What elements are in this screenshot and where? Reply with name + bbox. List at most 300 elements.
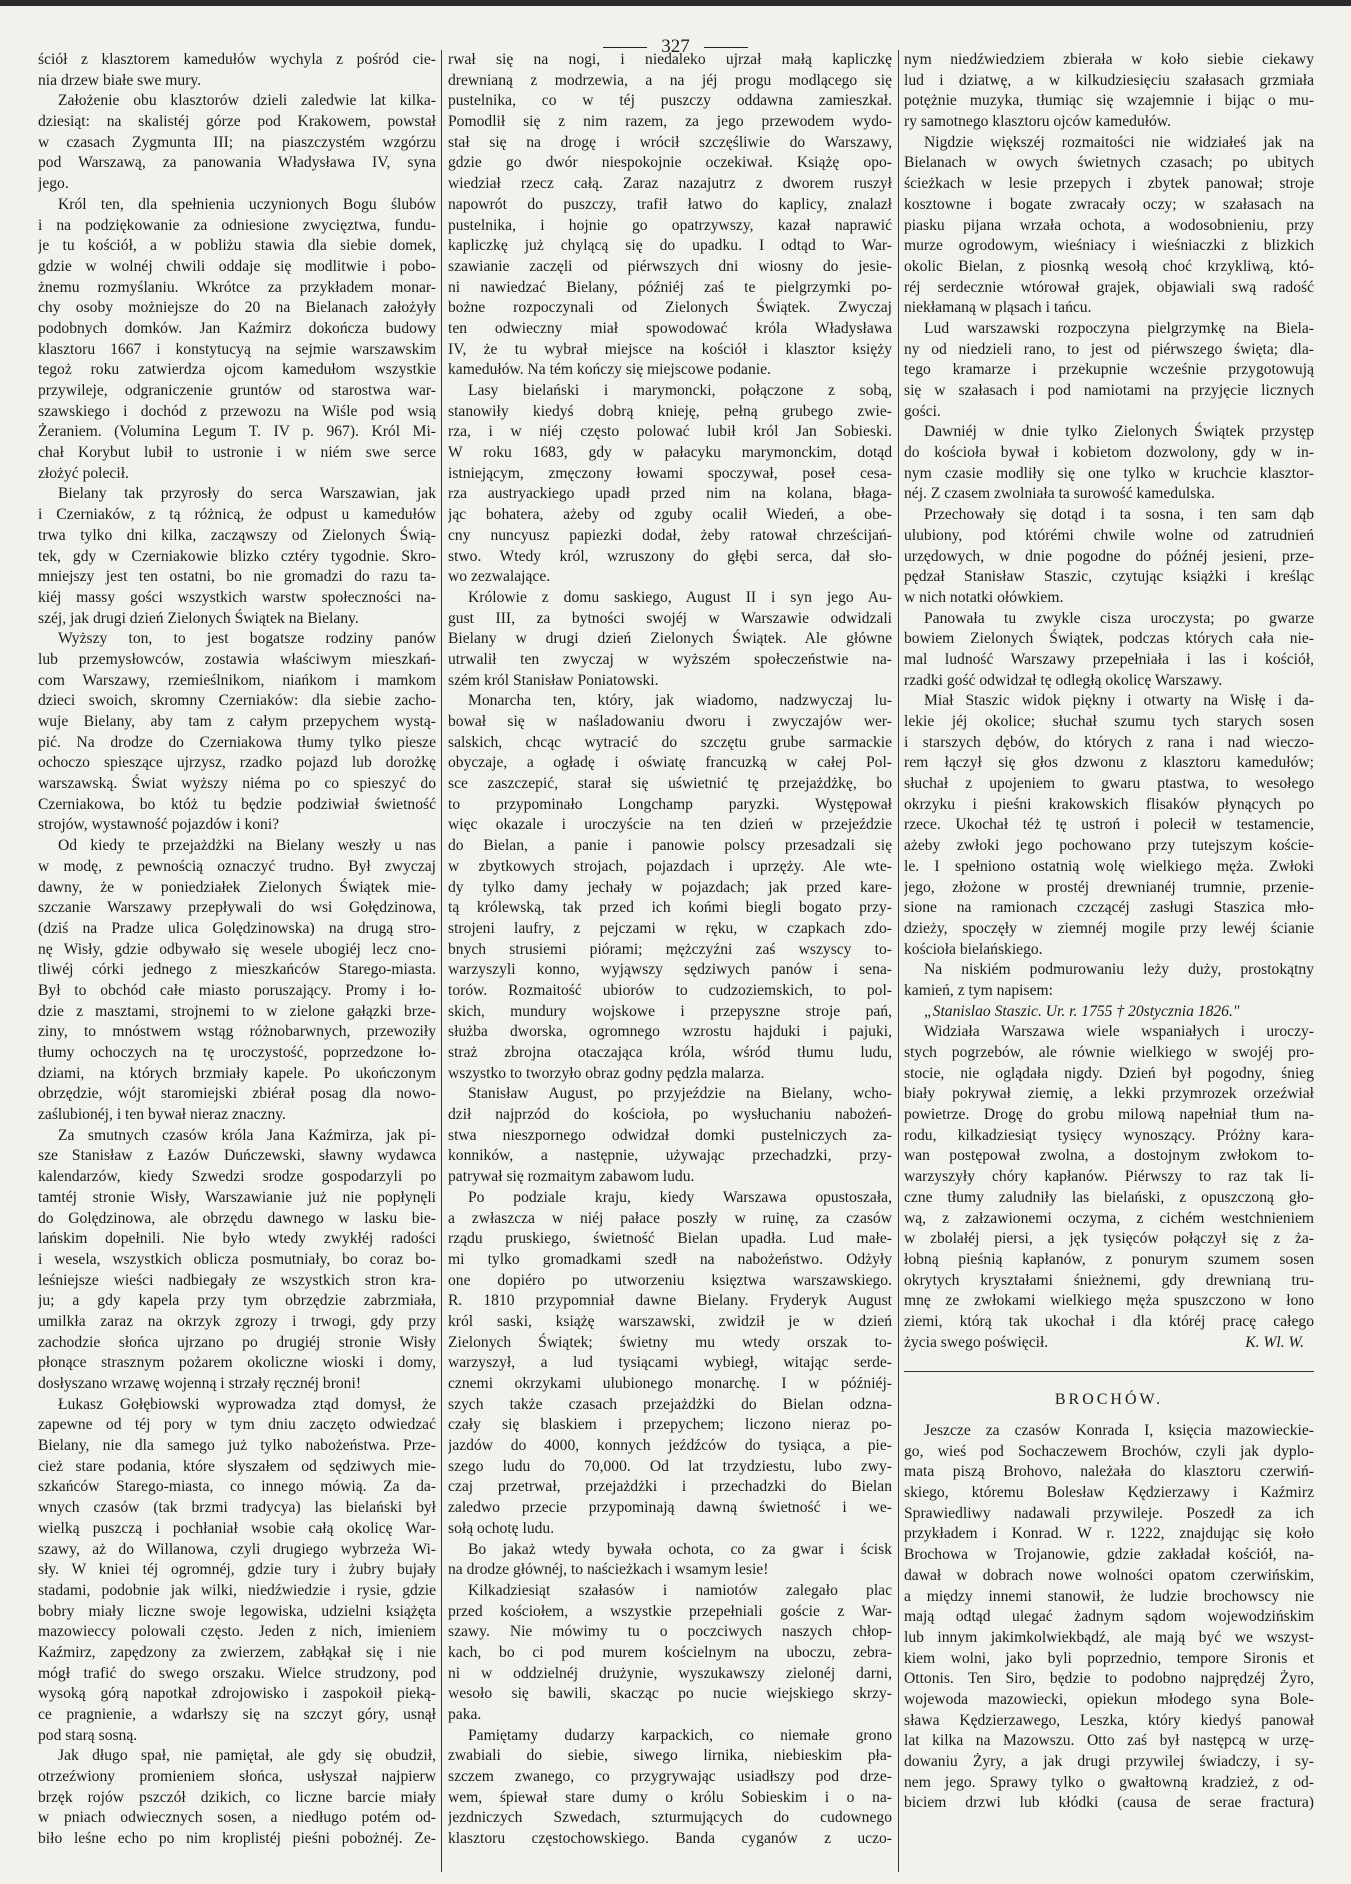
text-line: Pamiętamy dudarzy karpackich, co niemałe grono [468, 1726, 892, 1744]
text-line: tek, gdy w Czerniakowie blizko cztéry tygodnie. Skro- [38, 547, 436, 565]
text-line: straż zbrojna otaczająca króla, wśród tłumu ludu, [448, 1044, 892, 1061]
text-line: Stanisław August, po przyjeździe na Bielany, wcho- [468, 1085, 892, 1103]
text-line: a między innemi stanowił, że ludzie brochowscy nie [904, 1587, 1314, 1605]
text-line: obyczaje, a ogładę i oświatę francuzką w całej Pol- [448, 754, 892, 772]
text-line: pić. Na drodze do Czerniakowa tłumy tylko piesze [38, 733, 436, 751]
text-line: do Golędzinowa, ale obrzędu dawnego w lasku bie- [38, 1209, 436, 1227]
text-line: służba dworska, ogromnego wzrostu hajduki i pajuki, [448, 1023, 892, 1041]
text-line: strojeni laufry, z pejczami w ręku, w czapkach zdo- [448, 919, 892, 937]
text-line: ochoczo spieszące ujrzysz, rzadko pojazd lub dorożkę [38, 754, 436, 772]
paragraph [904, 1022, 1314, 1332]
paragraph [38, 1126, 436, 1395]
paragraph [448, 1188, 892, 1540]
text-line: W roku 1683, gdy w pałacyku marymonckim, dotąd [448, 444, 892, 462]
text-line: nia drzew białe swe mury. [38, 71, 202, 89]
text-line: mają odtąd ulegać żadnym sądom wojewodzińskim [904, 1608, 1314, 1626]
text-line: na drodze głównéj, to naścieżkach i wsamym lesie! [448, 1561, 769, 1579]
text-line: gdzie w wolnéj chwili oddaje się modlitwie i pobo- [38, 257, 436, 275]
text-line: słuchał z upojeniem to gwaru ptastwa, to wesołego [904, 775, 1314, 793]
page-number: 327 [661, 36, 690, 57]
text-line: Monarcha ten, który, jak wiadomo, nadzwyczaj lu- [468, 692, 892, 710]
text-line: Brochowa w Trojanowie, gdzie zakładał kościół, na- [904, 1546, 1314, 1564]
text-line: néj. Z czasem zwolniała ta surowość kamedulska. [904, 485, 1215, 503]
text-line: napowrót do puszczy, trafił łatwo do kaplicy, znalazł [448, 195, 892, 213]
text-line: zapewne od téj pory w tym dniu zaczęto odwiedzać [38, 1416, 436, 1434]
text-line: Zielonych Świątek; świetny mu wtedy orszak to- [448, 1333, 892, 1351]
text-line: Nigdzie większéj rozmaitości nie widziałeś jak na [924, 133, 1314, 151]
text-line: dzie z masztami, strojnemi to w zielone gałązki brze- [38, 1002, 436, 1020]
text-line: jezdniczych Szwedach, szturmujących do cudownego [448, 1809, 892, 1827]
text-line: paka. [448, 1706, 482, 1723]
text-line: w zbolałéj piersi, a jęk tysięców połączył się z ża- [904, 1230, 1314, 1248]
text-line: Żeraniem. (Volumina Legum T. IV p. 967). Król Mi- [38, 423, 436, 441]
text-line: Królowie z domu saskiego, August II i syn jego Au- [468, 588, 892, 606]
text-line: stocie, nie oglądała nigdy. Dzień był pogodny, śnieg [904, 1064, 1314, 1082]
text-line: patrywał się rozmaitym zabawom ludu. [448, 1168, 695, 1186]
text-line: mnę ze zwłokami wielkiego męża spuszczono w łono [904, 1292, 1314, 1310]
text-line: tegoż roku zatwierdza ojcom kamedułom wszystkie [38, 361, 436, 379]
text-line: sce zaszczepić, starał się uświetnić tę przejażdżkę, bo [448, 775, 892, 793]
text-line: gości. [904, 402, 941, 420]
text-line: się w szałasach i pod namiotami na przyjęcie licznych [904, 382, 1314, 399]
text-line: jego. [38, 175, 69, 193]
text-line: obrzędzie, wójt staromiejski zbiérał posag dla nowo- [38, 1085, 436, 1103]
text-line: podobnych domków. Jan Kaźmirz dokończa budowy [38, 319, 436, 337]
text-line: w modę, z pewnością oznaczyć trudno. Był zwyczaj [38, 857, 436, 875]
text-line: gdzie go dwór niespokojnie oczekiwał. Książę opo- [448, 154, 892, 172]
text-line: com Warszawy, rzemieślnikom, niańkom i mamkom [38, 671, 436, 689]
text-line: Bielany w drugi dzień Zielonych Świątek. Ale główne [448, 630, 892, 648]
text-line: Założenie obu klasztorów dzieli zaledwie lat kilka- [58, 92, 436, 110]
text-line: kosztowne i bogate zwracały oczy; w szałasach na [904, 195, 1314, 213]
dash-left [603, 47, 647, 48]
text-line: mi tylko gromadkami szedł na nabożeństwo. Odżyły [448, 1250, 892, 1268]
text-line: łobną pieśnią kapłanów, z ponurym szumem sosen [904, 1250, 1314, 1268]
text-line: tego kramarze i przekupnie wcześnie przygotowują [904, 361, 1314, 379]
text-line: Bielany, nie dla samego już tylko nabożeństwa. Prze- [38, 1437, 436, 1455]
text-line: brzęk rojów pszczół dzikich, co liczne barcie miały [38, 1788, 436, 1806]
text-line: wą, z załzawionemi oczyma, z cichém westchnieniem [904, 1209, 1314, 1227]
paragraph [448, 1726, 892, 1850]
text-line: kamień, z tym napisem: [904, 981, 1053, 999]
text-line: okrytych kryształami śnieżnemi, gdy drewnianą tru- [904, 1271, 1314, 1289]
text-line: biały pokrywał ziemię, a lekki przymrozek orzeźwiał [904, 1085, 1314, 1103]
text-line: w pniach odwiecznych sosen, a niedługo potém od- [38, 1809, 436, 1827]
text-line: torów. Rozmaitość ubiorów to cudzoziemskich, to pol- [448, 981, 892, 999]
text-line: zaślubionéj, i ten bywał nieraz znaczny. [38, 1106, 286, 1124]
text-line: cny nuncyusz papiezki dodał, żeby ratował chrześcijań- [448, 526, 892, 544]
author-signature: K. Wl. W. [1245, 1333, 1304, 1351]
text-line: biciem drzwi lub kłódki (causa de serae fractura) [904, 1794, 1314, 1812]
text-line: ry samotnego klasztoru ojców kamedułów. [904, 113, 1172, 131]
text-line: le. I spełniono ostatnią wolę wielkiego męża. Zwłoki [904, 857, 1314, 875]
text-line: czaj przetrwał, przejażdżki i przechadzki do Bielan [448, 1478, 892, 1496]
text-line: mata piszą Brohovo, należała do klasztoru czerwiń- [904, 1463, 1314, 1481]
text-line: skich, mundury wojskowe i przepyszne stroje pań, [448, 1002, 892, 1020]
text-line: bnych strusiemi piórami; mężczyźni zaś wszyscy to- [448, 940, 892, 958]
text-line: kach, bo ci pod murem kościelnym na uboczu, zebra- [448, 1643, 892, 1661]
text-line: réj serdecznie wtórował grajek, objawiali swą radość [904, 278, 1314, 296]
text-line: Bielanach w owych świetnych czasach; po ubitych [904, 154, 1314, 172]
text-line: chał Korybut lubił to ustronie i w niém swe serce [38, 444, 436, 462]
text-line: IV, że tu wybrał miejsce na kościół i klasztor księży [448, 340, 892, 358]
text-line: warzyszył, a lud tysiącami wybiegł, witając serde- [448, 1354, 892, 1372]
text-line: szczanie Warszawy przepływali do wsi Gołędzinowa, [38, 899, 436, 917]
paragraph [904, 319, 1314, 422]
text-line: potężnie muzyka, tłumiąc się wzajemnie i bijąc o mu- [904, 92, 1314, 110]
text-line: wan postępował zwolna, a dostojnym zwłokom to- [904, 1147, 1314, 1165]
text-line: bował się w naśladowaniu dworu i zwyczajów wer- [448, 713, 892, 730]
text-line: lud i dziatwę, a w kilkudziesięciu szałasach grzmiała [904, 71, 1314, 89]
paragraph [904, 133, 1314, 319]
text-line: R. 1810 przypomniał dawne Bielany. Fryderyk August [448, 1292, 892, 1310]
text-line: bożne rozpoczynali od Zielonych Świątek. Zwyczaj [448, 299, 892, 317]
text-line: piasku pijana wrzała ochota, a wodosobnieniu, przy [904, 216, 1314, 234]
text-line: sołą ochotę ludu. [448, 1519, 555, 1537]
text-line: żnemu rozmyślaniu. Wkrótce za przykładem monar- [38, 278, 436, 296]
text-line: szczem zwanego, co przygrywając usiadłszy pod drze- [448, 1768, 892, 1786]
text-line: tliwéj córki jednego z mieszkańców Starego-miasta. [38, 961, 436, 979]
text-line: szawy, aż do Willanowa, czyli drugiego wybrzeża Wi- [38, 1540, 436, 1558]
text-line: skiego, któremu Bolesław Kędzierzawy i Kaźmirz [904, 1484, 1314, 1502]
brochow-article [904, 1421, 1314, 1814]
text-line: konników, a następnie, używając przechadzki, przy- [448, 1147, 892, 1165]
text-line: i na podziękowanie za odniesione zwycięztwa, fundu- [38, 216, 436, 234]
text-line: Kilkadziesiąt szałasów i namiotów zalegało plac [468, 1581, 892, 1599]
text-line: jazdów do 4000, konnych jeźdźców do tysiąca, a pie- [448, 1437, 892, 1455]
text-line: czały się blaskiem i przepychem; liczono nieraz po- [448, 1416, 892, 1434]
text-line: rodu, kilkadziesiąt tysięcy wynoszący. Próżny kara- [904, 1126, 1314, 1144]
text-line: pustelnika, i hojnie go opatrzywszy, kazał naprawić [448, 216, 892, 234]
paragraph [904, 422, 1314, 505]
text-line: ni w oddzielnéj drużynie, wyszukawszy zielonéj darni, [448, 1664, 892, 1682]
dash-right [704, 47, 748, 48]
text-line: dawny, że w poniedziałek Zielonych Świątek mie- [38, 878, 436, 896]
text-line: mógł trafić do swego orszaku. Wielce strudzony, pod [38, 1664, 436, 1682]
text-line: Wyższy ton, to jest bogatsze rodziny panów [58, 630, 436, 648]
paragraph [38, 836, 436, 1126]
text-line: Jeszcze za czasów Konrada I, księcia mazowieckie- [924, 1422, 1314, 1440]
text-line: lat kilka na Mazowszu. Otto zaś był następcą w urzę- [904, 1732, 1314, 1750]
text-line: pustelnika, co w téj puszczy oddawna zamieszkał. [448, 92, 892, 110]
text-line: wo zezwalające. [448, 568, 551, 586]
paragraph [448, 50, 892, 381]
text-line: w nich notatki ołówkiem. [904, 588, 1064, 606]
text-line: stwa nieszpornego odwidzał domki pustelniczych za- [448, 1126, 892, 1144]
text-line: kościoła bielańskiego. [904, 940, 1043, 958]
text-line: dził najprzód do kościoła, po wysłuchaniu nabożeń- [448, 1106, 892, 1124]
text-line: przykładem i Konrad. W r. 1222, znajdując się koło [904, 1525, 1314, 1543]
text-line: lub innym jakimkolwiekbądź, ale mają być we wszyst- [904, 1628, 1314, 1646]
text-line: kiem wolni, jako byli poprzednio, tempore Sironis et [904, 1649, 1314, 1667]
text-line: pod starą sosną. [38, 1726, 138, 1744]
text-line: Jak długo spał, nie pamiętał, ale gdy się obudził, [58, 1747, 436, 1765]
text-line: Lud warszawski rozpoczyna pielgrzymkę na Biela- [924, 319, 1314, 337]
text-line: szego ludu do 70,000. Od lat trzydziestu, lubo zwy- [448, 1457, 892, 1475]
text-line: warszawską. Świat wyższy niéma po co spieszyć do [38, 775, 436, 793]
text-line: széj, jak drugi dzień Zielonych Świątek na Bielany. [38, 609, 359, 627]
text-line: dosłyszano wrzawę wojenną i strzały ręcznéj broni! [38, 1375, 362, 1392]
paragraph [904, 609, 1314, 692]
text-line: to przypominało Longchamp paryzki. Występował [448, 795, 892, 813]
text-line: rza, i w niéj często polować lubił król Jan Sobieski. [448, 423, 892, 441]
text-line: sione na ramionach czczącéj zasługi Staszica mło- [904, 899, 1314, 917]
text-line: ziemi, którą tak ukochał i dla któréj pracę całego [904, 1312, 1314, 1330]
text-line: wesoło się bawili, skacząc po nucie wiejskiego skrzy- [448, 1685, 892, 1703]
staszic-article [904, 50, 1314, 1002]
text-line: zachodzie słońca ujrzano po drugiéj stronie Wisły [38, 1333, 436, 1351]
text-line: więc okazale i uroczyście na ten dzień w przejeździe [448, 816, 892, 834]
text-line: szkańców Starego-miasta, co innego mówią. Za da- [38, 1478, 436, 1496]
text-line: dzieci swoich, skromny Czerniaków: dla siebie zacho- [38, 692, 436, 710]
text-line: kalendarzów, kiedy Szwedzi srodze gospodarzyli po [38, 1168, 436, 1186]
text-line: szém król Stanisław Poniatowski. [448, 671, 659, 689]
paragraph [904, 691, 1314, 960]
text-line: kamedułów. Na tém kończy się miejscowe podanie. [448, 361, 771, 379]
text-line: Ottonis. Ten Siro, będzie to podobno najprędzéj Żyro, [904, 1670, 1314, 1688]
text-line: rem łączył się głos dzwonu z klasztoru kamedułów; [904, 754, 1314, 772]
text-line: salskich, chcąc wytracić do szczętu grube sarmackie [448, 733, 892, 751]
text-line: ściół z klasztorem kamedułów wychyla z pośród cie- [38, 51, 436, 68]
text-line: mniejszy jest ten ostatni, bo nie gromadzi do razu ta- [38, 568, 436, 586]
text-line: jego, złożone w prostéj drewnianéj trumnie, przenie- [904, 878, 1314, 896]
paragraph [38, 91, 436, 194]
text-line: a zwłaszcza w niéj pałace poszły w ruinę, za czasów [448, 1209, 892, 1227]
text-line: okolic Bielan, z piosnką wesołą choć krzykliwą, któ- [904, 257, 1314, 275]
paragraph [448, 691, 892, 1084]
paragraph [904, 50, 1314, 133]
text-line: Kaźmirz, zapędzony za zwierzem, zabłąkał się i nie [38, 1643, 436, 1661]
paragraph [448, 1540, 892, 1581]
text-line: szawskiego i dochód z przewozu na Wiśle pod wsią [38, 402, 436, 420]
text-line: cznemi okrzykami ulubionego monarchę. I w późniéj- [448, 1375, 892, 1392]
column-3 [904, 50, 1314, 1814]
text-line: stych pogrzebów, ale równie wielkiego w swojéj pro- [904, 1044, 1314, 1061]
text-line: Po podziale kraju, kiedy Warszawa opustoszała, [468, 1188, 892, 1206]
text-line: stał się na drogę i wrócił szczęśliwie do Warszawy, [448, 133, 892, 151]
text-line: wuje Bielany, aby tam z całym przepychem wystą- [38, 713, 436, 730]
text-line: Król ten, dla spełnienia uczynionych Bogu ślubów [58, 195, 436, 213]
text-line: drewnianą z modrzewia, a na jéj progu modlącego się [448, 71, 892, 89]
text-line: kiéj massy gości wszystkich warstw społeczności na- [38, 588, 436, 606]
text-line: stadami, podobnie jak wilki, niedźwiedzie i rysie, gdzie [38, 1581, 436, 1599]
text-line: jąc bohatera, ażeby od zguby ocalił Wiedeń, a obe- [448, 506, 892, 524]
text-line: je tu kościół, a w pobliżu stawia dla siebie domek, [38, 237, 436, 255]
text-line: bowiem Zielonych Świątek, podczas których cała nie- [904, 630, 1314, 648]
column-2 [448, 50, 892, 1850]
text-line: ju; a gdy kapela przy tym obrzędzie zabrzmiała, [38, 1292, 436, 1310]
closing-line: życia swego poświęcił. [904, 1333, 1049, 1351]
text-line: sława Kędzierzawego, Leszka, który kiedyś panował [904, 1711, 1314, 1729]
text-line: ny od niedzieli rano, to jest od piérwszego święta; dla- [904, 340, 1314, 358]
text-line: warzyszyli konno, wyjąwszy sędziwych panów i sena- [448, 961, 892, 979]
text-line: rzece. Ukochał téż tę ustroń i polecił w testamencie, [904, 816, 1314, 834]
text-line: pod Warszawą, za panowania Władysława IV, syna [38, 154, 436, 172]
text-line: otrzeźwiony promieniem słońca, usłyszał najpierw [38, 1768, 436, 1786]
text-line: ce pragnienie, a wdarłszy się na szczyt góry, usnął [38, 1706, 436, 1723]
paragraph [448, 1084, 892, 1187]
text-line: klasztoru 1667 i konstytucyą na sejmie warszawskim [38, 340, 436, 358]
text-line: tłumy ochoczych na tę uroczystość, poprzedzone ło- [38, 1044, 436, 1061]
text-line: okrzyku i pieśni krakowskich flisaków płynących po [904, 795, 1314, 813]
text-line: dawał w dobrach nowe wolności opatom czerwińskim, [904, 1566, 1314, 1584]
text-line: Widziała Warszawa wiele wspaniałych i uroczy- [924, 1023, 1314, 1041]
text-line: Miał Staszic widok piękny i otwarty na Wisłę i da- [924, 692, 1314, 710]
text-line: wem, śpiewał stare dumy o królu Sobieskim i o na- [448, 1788, 892, 1806]
text-line: tą królewską, tak przed ich końmi biegli bogato przy- [448, 899, 892, 917]
text-line: powietrze. Drogę do grobu milową napełniał tłum na- [904, 1106, 1314, 1124]
text-line: cież stare podania, które słyszałem od sędziwych mie- [38, 1457, 436, 1475]
text-line: kapliczkę już chylącą się do upadku. I odtąd to War- [448, 237, 892, 255]
text-line: nym czasie modliły się one tylko w kruchcie klasztor- [904, 464, 1314, 482]
text-line: one dopiéro po utworzeniu księztwa warszawskiego. [448, 1271, 892, 1289]
paragraph [38, 1395, 436, 1747]
section-divider [904, 1371, 1314, 1372]
text-line: zwabiali do siebie, siwego lirnika, niebieskim pła- [448, 1747, 892, 1765]
text-line: w zbytkowych strojach, pojazdach i uprzęży. Ale wte- [448, 857, 892, 875]
text-line: wnych czasów (tak brzmi tradycya) las bielański był [38, 1499, 436, 1517]
text-line: ulubiony, pod którémi chwile wolne od zatrudnień [904, 526, 1314, 544]
text-line: tamtéj stronie Wisły, Warszawianie już nie popłynęli [38, 1188, 436, 1206]
text-line: Za smutnych czasów króla Jana Kaźmirza, jak pi- [58, 1126, 436, 1144]
paragraph [38, 50, 436, 91]
text-line: Lasy bielański i marymoncki, połączone z sobą, [468, 382, 892, 399]
text-line: leśniejsze wieści nadbiegały ze wszystkich stron kra- [38, 1271, 436, 1289]
paragraph [38, 195, 436, 485]
text-line: do Bielan, a panie i panowie polscy przesadzali się [448, 837, 892, 855]
text-line: szych także czasach przejażdżki do Bielan odzna- [448, 1395, 892, 1413]
text-line: chy osoby możniejsze do 20 na Bielanach założyły [38, 299, 436, 317]
text-line: dy tylko damy jechały w pojazdach; jak przed kare- [448, 878, 892, 896]
text-line: dowaniu Żyry, a jak drugi przywilej świadczy, i sy- [904, 1753, 1314, 1771]
section-title: BROCHÓW. [1054, 1391, 1164, 1409]
text-line: wielką puszczą i pochłaniał wsobie całą okolicę War- [38, 1519, 436, 1537]
paragraph [448, 588, 892, 691]
column-rule [898, 50, 899, 1872]
text-line: warzyszyły chóry kapłanów. Piérwszy to raz tak li- [904, 1168, 1314, 1186]
text-line: wysoką górą napotkał zdrojowisko i zaspokoił pieką- [38, 1685, 436, 1703]
text-line: rządu pruskiego, świetność Bielan upadła. Lud małe- [448, 1230, 892, 1248]
text-line: nem jego. Sprawy tylko o gwałtowną kradzież, z od- [904, 1773, 1314, 1791]
signature-line [904, 1333, 1314, 1354]
paragraph [38, 629, 436, 836]
inscription [904, 1002, 1314, 1023]
text-line: szawy. Nie mówimy tu o poczciwych naszych chłop- [448, 1623, 892, 1641]
text-line: urzędowych, w dnie pogodne do późnéj jesieni, prze- [904, 547, 1314, 565]
text-line: Bielany tak przyrosły do serca Warszawian, jak [58, 485, 436, 503]
text-line: (dziś na Pradze ulica Golędzinowska) na drugą stro- [38, 919, 436, 937]
text-line: Od kiedy te przejażdżki na Bielany weszły u nas [58, 837, 436, 855]
text-line: lańskim dopełnili. Nie było wtedy zwykłéj radości [38, 1230, 436, 1248]
text-line: trwa tylko dni kilka, zacząwszy od Zielonych Świą- [38, 526, 436, 544]
text-line: dziami, na których brzmiały kapele. Po ukończonym [38, 1064, 436, 1082]
text-line: go, wieś pod Sochaczewem Brochów, czyli jak dyplo- [904, 1442, 1314, 1460]
text-line: złożyć polecił. [38, 464, 129, 482]
text-line: dziesiąt: na skalistéj górze pod Krakowem, powstał [38, 113, 436, 131]
text-line: wojewoda mazowiecki, opiekun młodego syna Bole- [904, 1690, 1314, 1708]
text-line: i Czerniaków, z tą różnicą, że odpust u kamedułów [38, 506, 436, 524]
text-line: Dawniéj w dnie tylko Zielonych Świątek przystęp [924, 423, 1314, 441]
text-line: gust III, za bytności swojéj w Warszawie odwidzali [448, 609, 892, 627]
text-line: stwo. Wtedy król, wzruszony do głębi serca, dał sło- [448, 547, 892, 565]
text-line: do kościoła bywał i kobietom dozwolony, gdy w in- [904, 444, 1314, 462]
text-line: Pomodlił się z nim razem, za jego przewodem wydo- [448, 113, 892, 131]
text-line: zaledwo przecie przypominają dawną świetność i we- [448, 1499, 892, 1517]
text-line: stanowiły kiedyś dobrą knieję, pełną grubego zwie- [448, 402, 892, 420]
text-line: mazowieccy polowali często. Jeden z nich, imieniem [38, 1623, 436, 1641]
text-line: wiedział rzecz całą. Zaraz nazajutrz z dworem ruszył [448, 175, 892, 193]
text-line: umilkła zaraz na okrzyk zgrozy i trwogi, gdy przy [38, 1312, 436, 1330]
text-line: nę Wisły, gdzie odbywało się wesele ubogiéj lecz cno- [38, 940, 436, 958]
text-line: lub przemysłowców, zostawia właściwym mieszkań- [38, 650, 436, 668]
text-line: ni nawiedzać Bielany, późniéj zaś te pielgrzymki po- [448, 278, 892, 296]
text-line: sły. W kniei téj ogromnéj, gdzie tury i żubry bujały [38, 1561, 436, 1579]
text-line: przywileje, odgraniczenie gruntów od starostwa war- [38, 382, 436, 399]
text-line: wszystko to tworzyło obraz godny pędzla malarza. [448, 1064, 765, 1082]
paragraph [904, 1421, 1314, 1814]
text-line: Na niskiém podmurowaniu leży duży, prostokątny [924, 961, 1314, 979]
text-line: i starszych dębów, do których z rana i nad wieczo- [904, 733, 1314, 751]
paragraph [448, 1581, 892, 1726]
text-line: ten odwieczny miał spowodować króla Władysława [448, 319, 892, 337]
text-line: Czerniakowa, bo któż tu będzie podziwiał świetność [38, 795, 436, 813]
column-1 [38, 50, 436, 1850]
inscription-text: „Stanislao Staszic. Ur. r. 1755 † 20stycznia 1826." [924, 1002, 1240, 1020]
paragraph [904, 960, 1314, 1001]
text-line: pędzał Stanisław Staszic, czytując książki i kreśląc [904, 568, 1314, 586]
funeral-paragraph [904, 1022, 1314, 1332]
text-line: Był to obchód całe miasto poruszający. Promy i ło- [38, 981, 436, 999]
text-line: nym niedźwiedziem zbierała w koło siebie ciekawy [904, 51, 1314, 68]
text-line: murze ogrodowym, wieśniacy i wieśniaczki z blizkich [904, 237, 1314, 255]
text-line: ścieżkach w lesie przepych i zbytek panował; stroje [904, 175, 1314, 193]
text-line: niekłamaną w pląsach i tańcu. [904, 299, 1092, 317]
text-line: dzieży, spoczęły w ziemnéj mogile przy lewéj ścianie [904, 919, 1314, 937]
text-line: biło leśne echo po nim kroplistéj pieśni pobożnéj. Ze- [38, 1830, 436, 1848]
text-line: ziny, to mnóstwem wstąg różnobarwnych, przewoziły [38, 1023, 436, 1041]
text-line: lekie jéj okolice; słuchał szumu tych starych sosen [904, 713, 1314, 730]
text-line: Panowała tu zwykle cisza uroczysta; po gwarze [924, 609, 1314, 627]
paragraph [38, 1746, 436, 1849]
text-line: rwał się na nogi, i niedaleko ujrzał małą kapliczkę [448, 51, 892, 68]
text-line: sze Stanisław z Łazów Duńczewski, sławny wydawca [38, 1147, 436, 1165]
column-rule [441, 50, 442, 1872]
paragraph [38, 484, 436, 629]
text-line: i wesela, wszystkich oblicza posmutniały, bo coraz bo- [38, 1250, 436, 1268]
text-line: Łukasz Gołębiowski wyprowadza ztąd domysł, że [58, 1395, 436, 1413]
text-line: szawianie zaczęli od piérwszych dni wiosny do jesie- [448, 257, 892, 275]
text-line: Bo jakaż wtedy bywała ochota, co za gwar i ścisk [468, 1540, 892, 1558]
text-line: król saski, książę warszawski, zwidził je w dzień [448, 1312, 892, 1330]
text-line: Przechowały się dotąd i ta sosna, i ten sam dąb [924, 506, 1314, 524]
text-line: przed kościołem, a wszystkie przepełniali goście z War- [448, 1602, 892, 1620]
text-line: klasztoru częstochowskiego. Banda cyganów z uczo- [448, 1830, 892, 1848]
text-line: Sprawiedliwy nadawali przywileje. Poszedł za ich [904, 1504, 1314, 1522]
text-line: strojów, wystawność pojazdów i koni? [38, 816, 280, 834]
text-line: rza austryackiego upadł przed nim na kolana, błaga- [448, 485, 892, 503]
text-line: czne tłumy zaludniły las bielański, z opuszczoną gło- [904, 1188, 1314, 1206]
text-line: w czasach Zygmunta III; na piaszczystém wzgórzu [38, 133, 436, 151]
text-line: bobry miały liczne swoje legowiska, udzielni książęta [38, 1602, 436, 1620]
text-line: istniejącym, zmęczony łowami spoczywał, poseł cesa- [448, 464, 892, 482]
paragraph [904, 505, 1314, 608]
text-line: ażeby zwłoki jego pochowano przy tutejszym koście- [904, 837, 1314, 855]
scan-edge [0, 0, 1351, 6]
text-line: mal ludność Warszawy przepełniała i las i kościół, [904, 650, 1314, 668]
text-line: utrwalił ten zwyczaj w wyższém społeczeństwie na- [448, 650, 892, 668]
paragraph [448, 381, 892, 588]
text-line: płonące strasznym pożarem okoliczne wioski i domy, [38, 1354, 436, 1372]
